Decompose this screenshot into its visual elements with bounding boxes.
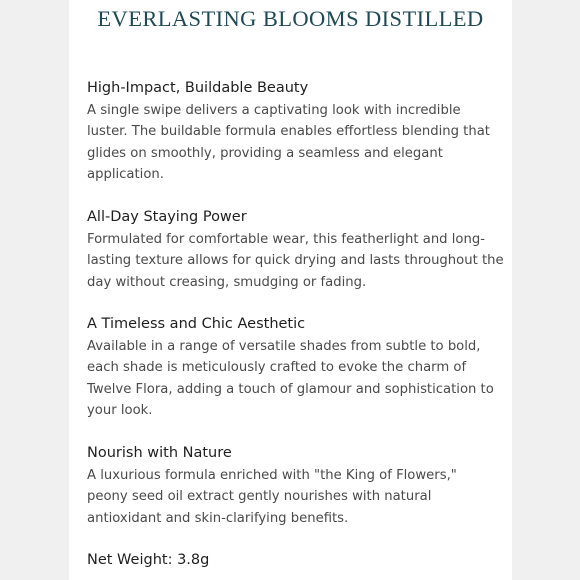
- section-body: [87, 229, 507, 294]
- body-line: peony seed oil extract gently nourishes with natural: [87, 489, 432, 504]
- body-line: each shade is meticulously crafted to evoke the charm of: [87, 360, 467, 375]
- page-title: EVERLASTING BLOOMS DISTILLED: [97, 6, 484, 31]
- body-line: luster. The buildable formula enables effortless blending that: [87, 124, 490, 139]
- section-heading: High-Impact, Buildable Beauty: [87, 80, 309, 96]
- body-line: your look.: [87, 403, 153, 418]
- body-line: Formulated for comfortable wear, this featherlight and long-: [87, 231, 485, 247]
- section-heading: A Timeless and Chic Aesthetic: [87, 316, 306, 332]
- body-line: application.: [87, 167, 164, 182]
- section-heading: All-Day Staying Power: [87, 209, 247, 225]
- section-staying-power: [87, 207, 507, 293]
- section-heading: Nourish with Nature: [87, 445, 232, 461]
- body-line: day without creasing, smudging or fading.: [87, 274, 367, 290]
- section-nourish-nature: [87, 443, 507, 529]
- body-line: lasting texture allows for quick drying and lasts throughout the: [87, 253, 504, 268]
- net-weight-label: Net Weight: 3.8g: [87, 552, 210, 568]
- product-description-page: [69, 0, 512, 580]
- body-line: A single swipe delivers a captivating look with incredible: [87, 102, 461, 118]
- body-line: antioxidant and skin-clarifying benefits.: [87, 510, 349, 526]
- body-line: Available in a range of versatile shades from subtle to bold,: [87, 338, 481, 354]
- section-buildable-beauty: [87, 78, 507, 186]
- section-chic-aesthetic: [87, 314, 507, 422]
- section-body: [87, 100, 507, 186]
- net-weight-section: [87, 550, 507, 572]
- section-body: [87, 336, 507, 422]
- section-body: [87, 465, 507, 530]
- body-line: A luxurious formula enriched with "the King of Flowers,": [87, 467, 457, 483]
- body-line: Twelve Flora, adding a touch of glamour and sophistication to: [87, 381, 494, 397]
- body-line: glides on smoothly, providing a seamless and elegant: [87, 145, 443, 161]
